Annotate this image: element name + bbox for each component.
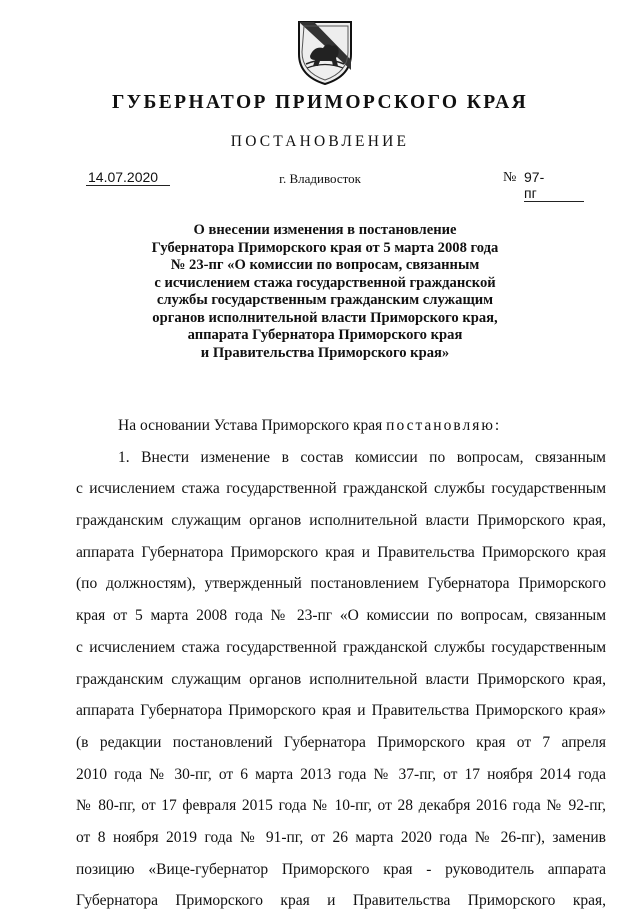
subject-line: и Правительства Приморского края» <box>200 344 450 361</box>
body-line: гражданским служащим органов исполнительной власти Приморского края, <box>76 670 606 688</box>
body-line: аппарата Губернатора Приморского края и Правительства Приморского края <box>76 543 606 561</box>
document-body <box>76 416 606 923</box>
body-line: (в редакции постановлений Губернатора Приморского края от 7 апреля <box>76 733 606 751</box>
subject-line: службы государственным гражданским служащим <box>156 292 494 308</box>
coat-of-arms-icon <box>296 18 354 86</box>
subject-line: органов исполнительной власти Приморского края, <box>152 309 498 326</box>
subject-line: с исчислением стажа государственной гражданской <box>154 274 496 291</box>
subject-line: Губернатора Приморского края от 5 марта 2008 года <box>151 239 499 256</box>
decree-word: постановляю: <box>386 417 502 434</box>
body-line: позицию «Вице-губернатор Приморского края - руководитель аппарата <box>76 860 606 878</box>
body-line: от 8 ноября 2019 года № 91-пг, от 26 марта 2020 года № 26-пг), заменив <box>76 828 606 846</box>
document-date: 14.07.2020 <box>86 169 170 186</box>
subject-line: № 23-пг «О комиссии по вопросам, связанным <box>170 257 480 273</box>
preamble-line <box>76 416 606 448</box>
body-line: с исчислением стажа государственной гражданской службы государственным <box>76 638 606 656</box>
body-line: 2010 года № 30-пг, от 6 марта 2013 года № 37-пг, от 17 ноября 2014 года <box>76 765 606 783</box>
body-line: края от 5 марта 2008 года № 23-пг «О комиссии по вопросам, связанным <box>76 607 606 625</box>
document-number: 97-пг <box>524 169 545 201</box>
body-line: № 80-пг, от 17 февраля 2015 года № 10-пг, от 28 декабря 2016 года № 92-пг, <box>76 797 606 815</box>
body-line: аппарата Губернатора Приморского края и Правительства Приморского края» <box>76 702 606 720</box>
document-type: ПОСТАНОВЛЕНИЕ <box>230 133 410 150</box>
body-line: Губернатора Приморского края и Правительства Приморского края, <box>76 892 606 910</box>
body-line: 1. Внести изменение в состав комиссии по вопросам, связанным <box>118 448 606 466</box>
subject-line: О внесении изменения в постановление <box>193 222 457 238</box>
body-line: (по должностям), утвержденный постановлением Губернатора Приморского <box>76 575 606 593</box>
document-subject <box>120 222 530 362</box>
authority-title: ГУБЕРНАТОР ПРИМОРСКОГО КРАЯ <box>111 92 529 113</box>
preamble-text: На основании Устава Приморского края <box>118 417 383 434</box>
document-number-field <box>524 169 584 202</box>
document-city: г. Владивосток <box>279 171 361 186</box>
body-line: гражданским служащим органов исполнительной власти Приморского края, <box>76 512 606 530</box>
document-number-label: № <box>503 170 517 185</box>
subject-line: аппарата Губернатора Приморского края <box>187 327 463 343</box>
body-line: с исчислением стажа государственной гражданской службы государственным <box>76 480 606 498</box>
